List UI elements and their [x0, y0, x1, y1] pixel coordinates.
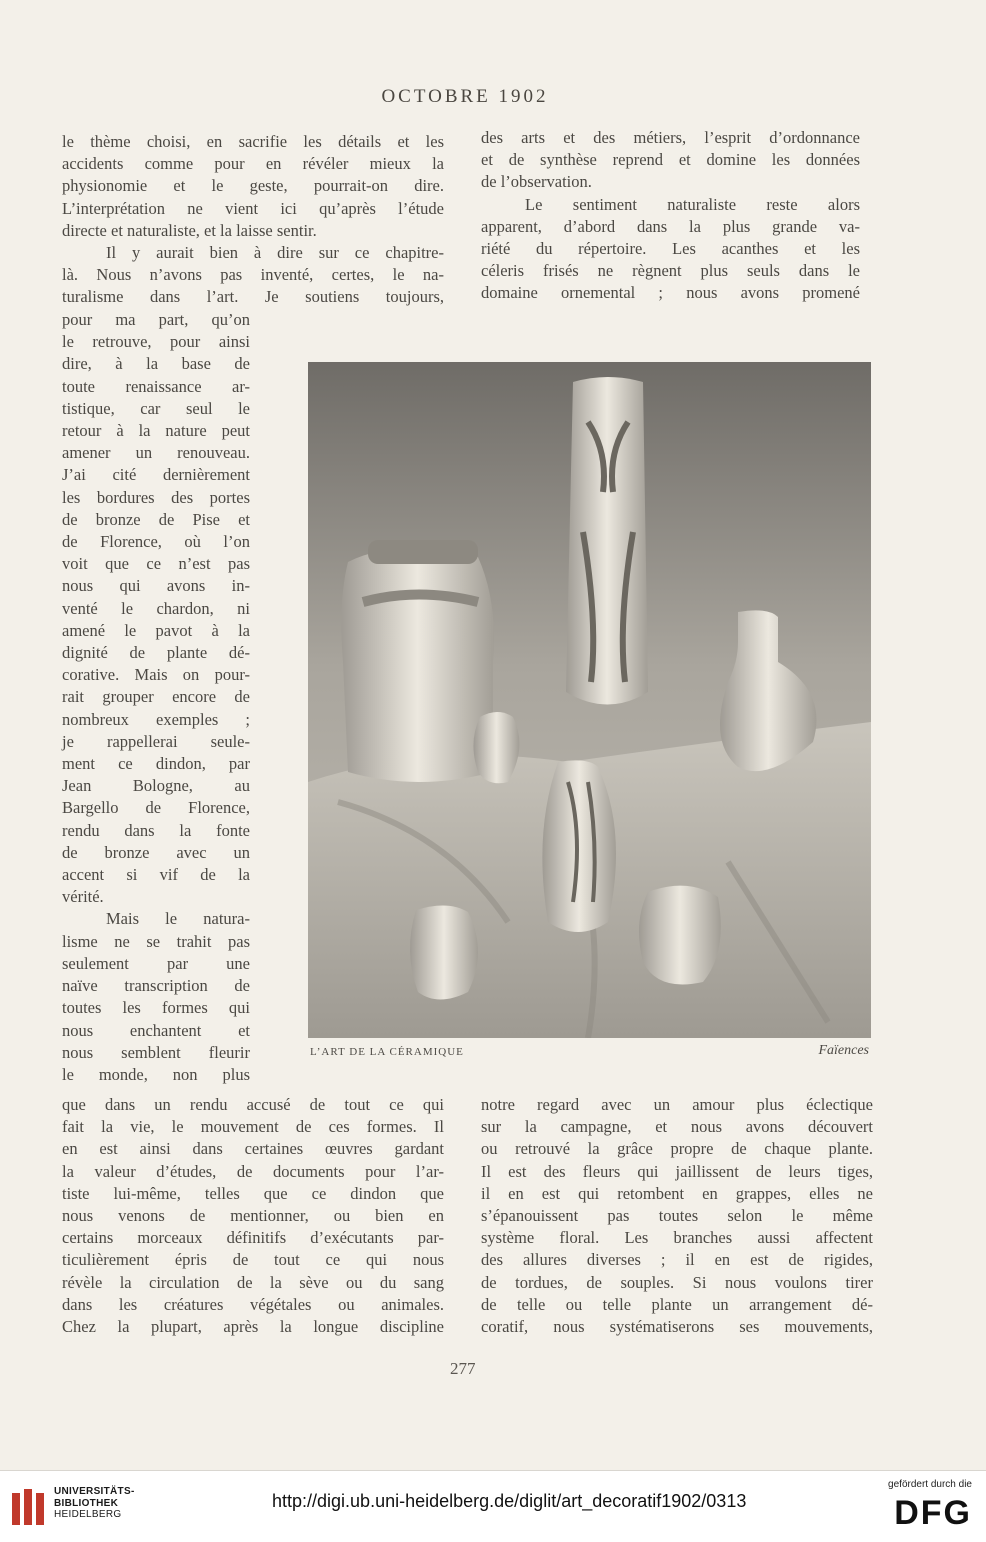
text-line: nous enchantent et	[62, 1020, 250, 1040]
text-line: pour ma part, qu’on	[62, 310, 250, 329]
text-line: nous semblent fleurir	[62, 1042, 250, 1062]
text-line: s’épanouissent pas toutes selon le même	[481, 1206, 873, 1226]
text-line: le retrouve, pour ainsi	[62, 332, 250, 352]
text-line: rendu dans la fonte	[62, 820, 250, 840]
text-line: toutes les formes qui	[62, 998, 250, 1018]
faience-vases-photograph	[308, 362, 871, 1038]
text-line: Le sentiment naturaliste reste alors	[525, 194, 860, 214]
text-line: toute renaissance ar-	[62, 376, 250, 396]
figure-caption-title: Faïences	[818, 1043, 869, 1058]
text-line: le monde, non plus	[62, 1064, 250, 1084]
text-line: riété du répertoire. Les acanthes et les	[481, 239, 860, 259]
column-left-narrow	[62, 309, 250, 1086]
text-line: coratif, nous systématiserons ses mouvements,	[481, 1317, 873, 1337]
text-line: ticulièrement épris de tout ce qui nous	[62, 1250, 444, 1270]
text-line: L’interprétation ne vient ici qu’après l’étude	[62, 198, 444, 218]
sponsor-label: gefördert durch die	[888, 1479, 972, 1490]
text-line: de Florence, où l’on	[62, 532, 250, 552]
page-number: 277	[450, 1359, 476, 1378]
text-line: de tordues, de souples. Si nous voulons tirer	[481, 1272, 873, 1292]
text-line: vérité.	[62, 887, 104, 907]
text-line: et de synthèse reprend et domine les données	[481, 150, 860, 170]
text-line: naïve transcription de	[62, 976, 250, 996]
large-jar	[341, 548, 494, 782]
text-line: sur la campagne, et nous avons découvert	[481, 1117, 873, 1137]
text-line: Bargello de Florence,	[62, 798, 250, 818]
text-line: de telle ou telle plante un arrangement dé-	[481, 1294, 873, 1314]
small-vase	[473, 712, 519, 783]
text-line: de l’observation.	[481, 172, 592, 192]
dfg-logo: DFG	[894, 1494, 972, 1532]
text-line: là. Nous n’avons pas inventé, certes, le na-	[62, 265, 444, 285]
text-line: physionomie et le geste, pourrait-on dire.	[62, 176, 444, 196]
text-line: fait la vie, le mouvement de ces formes. Il	[62, 1117, 444, 1137]
text-line: céleris frisés ne règnent plus seuls dans le	[481, 261, 860, 281]
text-line: nous venons de mentionner, ou bien en	[62, 1206, 444, 1226]
text-line: système floral. Les branches aussi affectent	[481, 1228, 873, 1248]
ornate-vase	[410, 905, 478, 999]
source-url-link[interactable]: http://digi.ub.uni-heidelberg.de/diglit/art_decoratif1902/0313	[272, 1491, 747, 1511]
tall-vase	[566, 377, 648, 705]
text-line: J’ai cité dernièrement	[62, 465, 250, 485]
text-line: il en est qui retombent en grappes, elles ne	[481, 1183, 873, 1203]
text-line: dignité de plante dé-	[62, 643, 250, 663]
text-line: directe et naturaliste, et la laisse sentir.	[62, 220, 317, 240]
text-line: amené le pavot à la	[62, 620, 250, 640]
text-line: nombreux exemples ;	[62, 709, 250, 729]
text-line: accidents comme pour en révéler mieux la	[62, 154, 444, 174]
text-line: retour à la nature peut	[62, 421, 250, 441]
text-line: dire, à la base de	[62, 354, 250, 374]
text-line: Il y aurait bien à dire sur ce chapitre-	[106, 243, 444, 263]
floral-vase	[542, 760, 616, 932]
text-line: des allures diverses ; il en est de rigides,	[481, 1250, 873, 1270]
text-line: ment ce dindon, par	[62, 754, 250, 774]
text-line: apparent, d’abord dans la plus grande va-	[481, 216, 860, 236]
figure-caption-source: L’ART DE LA CÉRAMIQUE	[310, 1046, 464, 1058]
text-line: je rappellerai seule-	[62, 731, 250, 751]
text-line: venté le chardon, ni	[62, 598, 250, 618]
bowl-vase	[639, 886, 721, 985]
column-left-top	[62, 131, 444, 309]
text-line: seulement par une	[62, 953, 250, 973]
text-line: la valeur d’études, de documents pour l’ar-	[62, 1161, 444, 1181]
running-head: OCTOBRE 1902	[381, 86, 549, 107]
text-line: tiste lui-même, telles que ce dindon que	[62, 1183, 444, 1203]
university-seal-icon	[8, 1485, 48, 1529]
text-line: Jean Bologne, au	[62, 776, 250, 796]
text-line: voit que ce n’est pas	[62, 554, 250, 574]
text-line: que dans un rendu accusé de tout ce qui	[62, 1095, 444, 1114]
text-line: turalisme dans l’art. Je soutiens toujours,	[62, 287, 444, 307]
institution-name: UNIVERSITÄTS- BIBLIOTHEK HEIDELBERG	[54, 1486, 135, 1520]
text-line: certains morceaux définitifs d’exécutants par-	[62, 1228, 444, 1248]
column-right-bottom	[481, 1094, 873, 1338]
text-line: notre regard avec un amour plus éclectique	[481, 1095, 873, 1114]
column-left-bottom	[62, 1094, 444, 1338]
text-line: ou retrouvé la grâce propre de chaque plante.	[481, 1139, 873, 1159]
text-line: tistique, car seul le	[62, 398, 250, 418]
text-line: rait grouper encore de	[62, 687, 250, 707]
text-line: lisme ne se trahit pas	[62, 931, 250, 951]
column-right-top	[481, 127, 860, 305]
digitization-footer	[0, 1470, 986, 1542]
text-line: accent si vif de la	[62, 865, 250, 885]
text-line: de bronze avec un	[62, 842, 250, 862]
text-line: révèle la circulation de la sève ou du sang	[62, 1272, 444, 1292]
text-line: corative. Mais on pour-	[62, 665, 250, 685]
text-line: Chez la plupart, après la longue discipline	[62, 1317, 444, 1337]
text-line: les bordures des portes	[62, 487, 250, 507]
text-line: de bronze de Pise et	[62, 509, 250, 529]
text-line: Mais le natura-	[106, 909, 250, 929]
text-line: en est ainsi dans certaines œuvres gardant	[62, 1139, 444, 1159]
vases-illustration	[308, 362, 871, 1038]
text-line: des arts et des métiers, l’esprit d’ordonnance	[481, 128, 860, 147]
text-line: domaine ornemental ; nous avons promené	[481, 283, 860, 303]
text-line: amener un renouveau.	[62, 443, 250, 463]
text-line: le thème choisi, en sacrifie les détails et les	[62, 132, 444, 151]
text-line: dans les créatures végétales ou animales.	[62, 1294, 444, 1314]
text-line: Il est des fleurs qui jaillissent de leurs tiges,	[481, 1161, 873, 1181]
text-line: nous qui avons in-	[62, 576, 250, 596]
